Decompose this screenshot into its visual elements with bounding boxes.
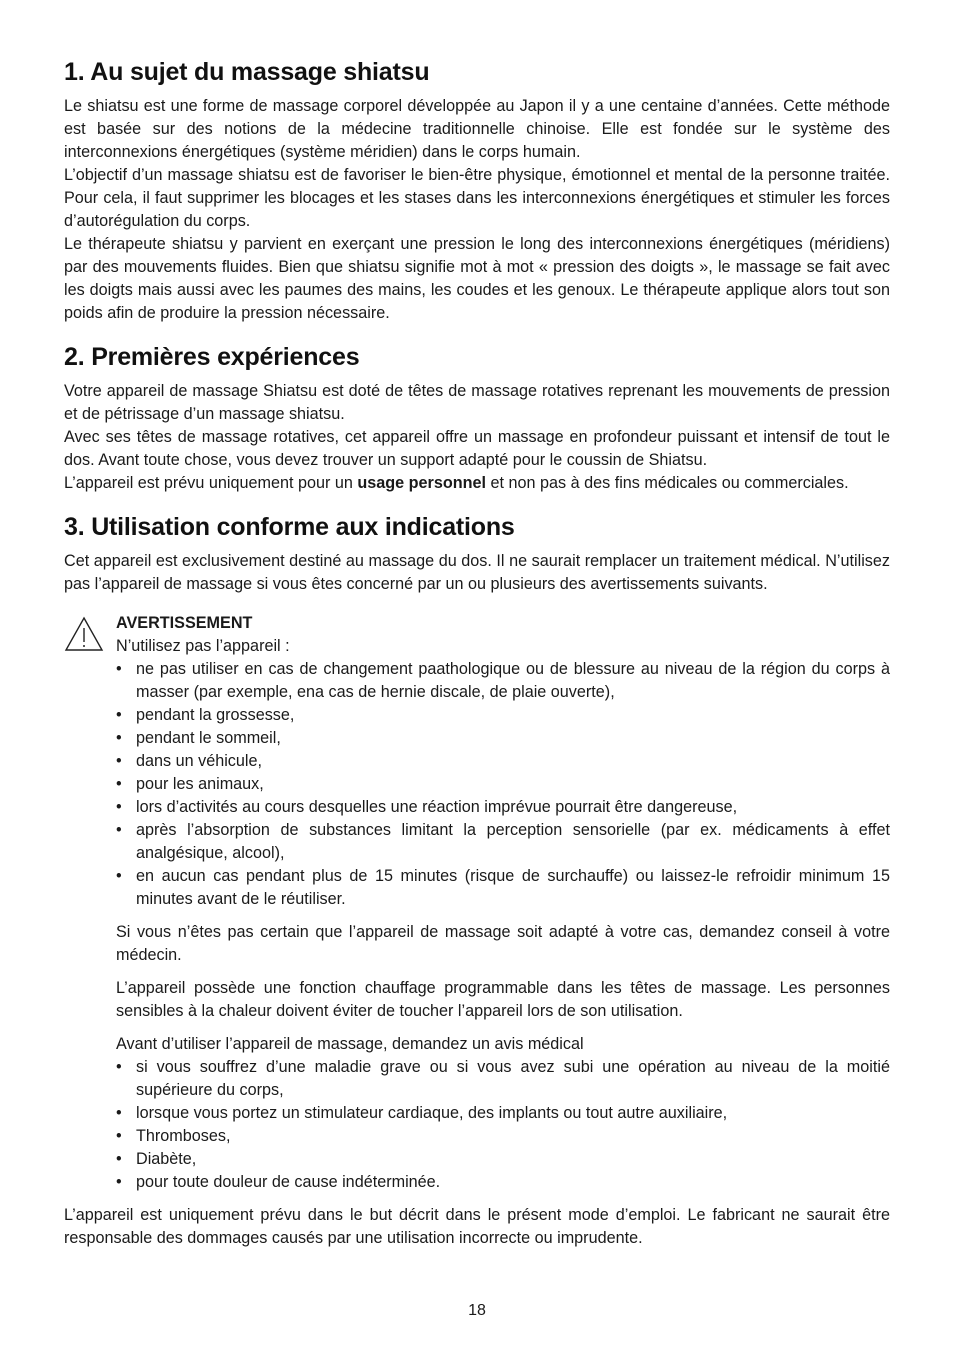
final-paragraph: L’appareil est uniquement prévu dans le but décrit dans le présent mode d’emploi. Le fabricant ne saurait être responsable des dommages causés par une utilisation incorrecte ou imprudente. bbox=[64, 1206, 890, 1247]
section-2 bbox=[64, 343, 890, 495]
section-1-paragraph-2: L’objectif d’un massage shiatsu est de favoriser le bien-être physique, émotionnel et mental de la personne traitée. Pour cela, il faut supprimer les blocages et les stases dans les interconnexions énergétiques et stimuler les forces d’autorégulation du corps. bbox=[64, 166, 890, 230]
section-1-paragraph-3: Le thérapeute shiatsu y parvient en exerçant une pression le long des interconnexions énergétiques (méridiens) par des mouvements fluides. Bien que shiatsu signifie mot à mot « pression des doigts », le massage se fait avec les doigts mais aussi avec les paumes des mains, les coudes et les genoux. Le thérapeute applique alors tout son poids afin de produire la pression nécessaire. bbox=[64, 235, 890, 322]
section-2-paragraph-3 bbox=[64, 472, 890, 495]
list-item: • dans un véhicule, bbox=[116, 750, 890, 773]
page-number: 18 bbox=[468, 1302, 486, 1319]
list-item: • pour les animaux, bbox=[116, 773, 890, 796]
list-item: • en aucun cas pendant plus de 15 minutes (risque de surchauffe) ou laissez-le refroidir minimum 15 minutes avant de le réutiliser. bbox=[116, 865, 890, 911]
list-item: • pendant le sommeil, bbox=[116, 727, 890, 750]
section-3-title: 3. Utilisation conforme aux indications bbox=[64, 513, 515, 541]
section-1 bbox=[64, 58, 890, 325]
section-2-emphasis: usage personnel bbox=[357, 474, 487, 492]
section-3-paragraph-1: Cet appareil est exclusivement destiné au massage du dos. Il ne saurait remplacer un traitement médical. N’utilisez pas l’appareil de massage si vous êtes concerné par un ou plusieurs des avertissements suivants. bbox=[64, 552, 890, 593]
warning-triangle-icon bbox=[64, 616, 104, 652]
section-2-paragraph-1: Votre appareil de massage Shiatsu est doté de têtes de massage rotatives reprenant les mouvements de pression et de pétrissage d’un massage shiatsu. bbox=[64, 382, 890, 423]
warning-list bbox=[116, 658, 890, 911]
section-3 bbox=[64, 513, 890, 596]
list-item: • pendant la grossesse, bbox=[116, 704, 890, 727]
section-1-title: 1. Au sujet du massage shiatsu bbox=[64, 58, 430, 86]
list-item: • ne pas utiliser en cas de changement paathologique ou de blessure au niveau de la région du corps à masser (par exemple, ena cas de hernie discale, de plaie ouverte), bbox=[116, 658, 890, 704]
section-2-title: 2. Premières expériences bbox=[64, 343, 360, 371]
medical-advice-list bbox=[116, 1056, 890, 1194]
section-1-paragraph-1: Le shiatsu est une forme de massage corporel développée au Japon il y a une centaine d’années. Cette méthode est basée sur des notions de la médecine traditionnelle chinoise. Elle est fondée sur le système des interconnexions énergétiques (système méridien) dans le corps humain. bbox=[64, 97, 890, 161]
list-item: • lorsque vous portez un stimulateur cardiaque, des implants ou tout autre auxiliaire, bbox=[116, 1102, 890, 1125]
warning-paragraph-unsure: Si vous n’êtes pas certain que l’appareil de massage soit adapté à votre cas, demandez conseil à votre médecin. bbox=[116, 923, 890, 964]
list-item: • après l’absorption de substances limitant la perception sensorielle (par ex. médicaments à effet analgésique, alcool), bbox=[116, 819, 890, 865]
warning-intro: N’utilisez pas l’appareil : bbox=[116, 637, 290, 655]
section-2-paragraph-2: Avec ses têtes de massage rotatives, cet appareil offre un massage en profondeur puissant et intensif de tout le dos. Avant toute chose, vous devez trouver un support adapté pour le coussin de Shiatsu. bbox=[64, 428, 890, 469]
list-item: • Diabète, bbox=[116, 1148, 890, 1171]
warning-block bbox=[64, 612, 890, 1194]
warning-intro-medical: Avant d’utiliser l’appareil de massage, demandez un avis médical bbox=[116, 1035, 584, 1053]
list-item: • lors d’activités au cours desquelles une réaction imprévue pourrait être dangereuse, bbox=[116, 796, 890, 819]
list-item: • pour toute douleur de cause indéterminée. bbox=[116, 1171, 890, 1194]
warning-paragraph-heat: L’appareil possède une fonction chauffage programmable dans les têtes de massage. Les personnes sensibles à la chaleur doivent éviter de toucher l’appareil lors de son utilisation. bbox=[116, 979, 890, 1020]
list-item: • Thromboses, bbox=[116, 1125, 890, 1148]
section-2-paragraph-3-start: L’appareil est prévu uniquement pour un bbox=[64, 474, 358, 492]
list-item: • si vous souffrez d’une maladie grave ou si vous avez subi une opération au niveau de la moitié supérieure du corps, bbox=[116, 1056, 890, 1102]
warning-title: AVERTISSEMENT bbox=[116, 614, 253, 632]
document-page bbox=[64, 58, 890, 1250]
section-2-paragraph-3-end: et non pas à des fins médicales ou commerciales. bbox=[486, 474, 849, 492]
